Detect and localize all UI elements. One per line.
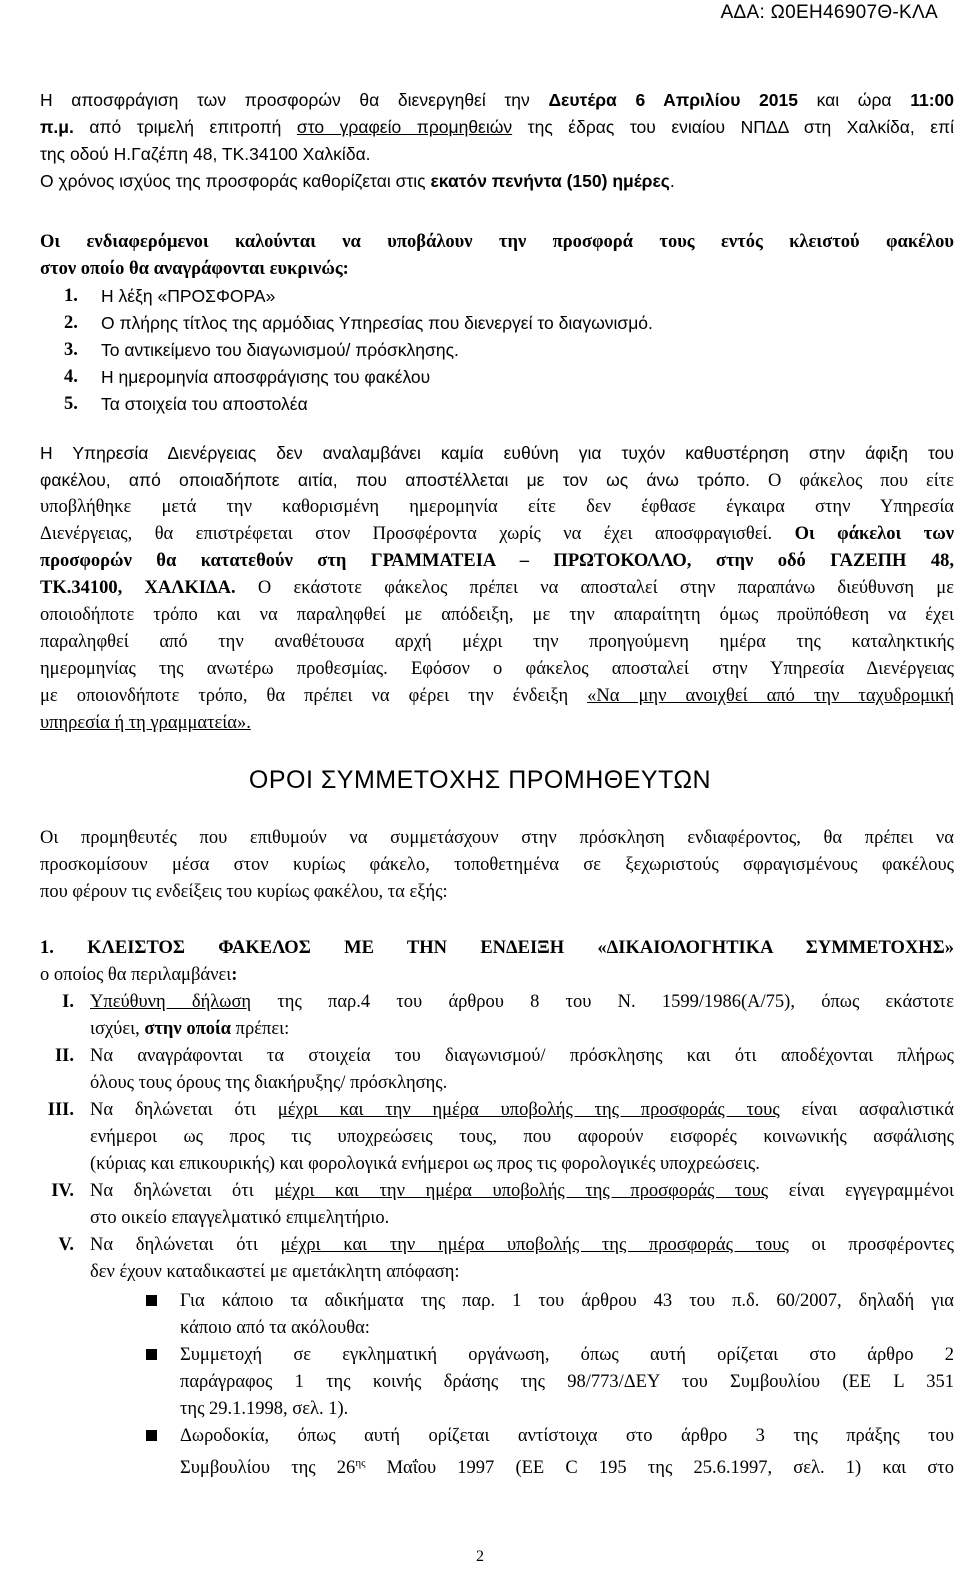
bullet-item-line xyxy=(180,1451,954,1480)
list-number: 2. xyxy=(64,313,78,333)
paragraph-responsibility-line-4 xyxy=(40,522,954,546)
text-span: από τριμελή επιτροπή xyxy=(73,117,297,137)
text-span: πρέπει: xyxy=(231,1019,290,1039)
text-span: Ο φάκελος που είτε xyxy=(749,471,954,491)
paragraph-opening-line-4 xyxy=(40,169,954,193)
list-item: Η λέξη «ΠΡΟΣΦΟΡΑ» xyxy=(101,286,276,306)
underlined-notice: «Να μην ανοιχθεί από την ταχυδρομική xyxy=(587,686,955,706)
paragraph-opening-line-1 xyxy=(40,88,954,112)
list-item: Ο πλήρης τίτλος της αρμόδιας Υπηρεσίας που διενεργεί το διαγωνισμό. xyxy=(101,313,653,333)
square-bullet-icon xyxy=(146,1430,157,1441)
envelope-instructions-line-2: στον οποίο θα αναγράφονται ευκρινώς: xyxy=(40,259,349,279)
roman-number: IV. xyxy=(51,1181,74,1201)
underlined-location: στο γραφείο προμηθειών xyxy=(296,117,513,137)
text-span: Να δηλώνεται ότι xyxy=(90,1181,275,1201)
bold-colon: : xyxy=(231,965,238,985)
text-span: . xyxy=(669,171,675,191)
section-heading: ΟΡΟΙ ΣΥΜΜΕΤΟΧΗΣ ΠΡΟΜΗΘΕΥΤΩΝ xyxy=(248,766,712,794)
paragraph-responsibility-line-9 xyxy=(40,657,954,681)
paragraph-responsibility-line-2 xyxy=(40,468,954,493)
bullet-item-line: της 29.1.1998, σελ. 1). xyxy=(180,1399,349,1419)
text-span: και ώρα xyxy=(797,90,911,110)
bold-address: ΤΚ.34100, ΧΑΛΚΙΔΑ. xyxy=(40,578,236,598)
roman-number: II. xyxy=(54,1046,74,1066)
roman-item-line xyxy=(90,1179,954,1203)
text-span: Η αποσφράγιση των προσφορών θα διενεργηθεί την xyxy=(40,90,549,110)
text-span: της έδρας του ενιαίου ΝΠΔΔ στη Χαλκίδα, επί xyxy=(512,117,954,137)
roman-item-line: δεν έχουν καταδικαστεί με αμετάκλητη απόφαση: xyxy=(90,1262,460,1282)
text-span: Εφόσον ο φάκελος αποσταλεί στην Υπηρεσία Διενέργειας xyxy=(387,659,954,679)
superscript-ordinal: ης xyxy=(355,1457,366,1469)
text-span: Συμβουλίου της 26 xyxy=(180,1458,356,1479)
text-span: Ο χρόνος ισχύος της προσφοράς καθορίζεται στις xyxy=(40,171,431,191)
bullet-item-line: παράγραφος 1 της κοινής δράσης της 98/773/ΔΕΥ του Συμβουλίου (ΕΕ L 351 xyxy=(180,1372,954,1392)
text-span: Μαΐου 1997 (ΕΕ C 195 της 25.6.1997, σελ. 1) και στο xyxy=(365,1458,954,1479)
paragraph-responsibility-line-1: Η Υπηρεσία Διενέργειας δεν αναλαμβάνει καμία ευθύνη για τυχόν καθυστέρηση στην άφιξη του xyxy=(40,443,954,463)
list-number: 5. xyxy=(64,394,78,414)
text-span: Να δηλώνεται ότι xyxy=(90,1235,281,1255)
list-number: 3. xyxy=(64,340,78,360)
bullet-item-line: κάποιο από τα ακόλουθα: xyxy=(180,1318,370,1338)
document-reference-header: ΑΔΑ: Ω0ΕΗ46907Θ-ΚΛΑ xyxy=(720,2,938,23)
underlined-text: Υπεύθυνη δήλωση xyxy=(90,992,252,1012)
paragraph-responsibility-line-3: υποβλήθηκε μετά την καθορισμένη ημερομηνία είτε δεν έφθασε έγκαιρα στην Υπηρεσία xyxy=(40,497,954,517)
text-span: οι προσφέροντες xyxy=(788,1235,954,1255)
list-item: Τα στοιχεία του αποστολέα xyxy=(101,394,308,414)
roman-number: V. xyxy=(58,1235,74,1255)
text-span: Διενέργειας, θα επιστρέφεται στον Προσφέροντα χωρίς να έχει αποσφραγισθεί. xyxy=(40,524,773,544)
paragraph-responsibility-line-8: παραληφθεί από την αναθέτουσα αρχή μέχρι την προηγούμενη ημέρα της καταληκτικής xyxy=(40,632,954,652)
text-span: φακέλου, από οποιαδήποτε αιτία, που αποστέλλεται με τον ως άνω τρόπο. xyxy=(40,470,750,490)
section-1-subtitle xyxy=(40,963,954,987)
bold-date: Δευτέρα 6 Απριλίου 2015 xyxy=(548,90,798,110)
text-span: είναι εγγεγραμμένοι xyxy=(768,1181,954,1201)
roman-item-line xyxy=(90,1098,954,1122)
paragraph-responsibility-line-5: προσφορών θα κατατεθούν στη ΓΡΑΜΜΑΤΕΙΑ – ΠΡΩΤΟΚΟΛΛΟ, στην οδό ΓΑΖΕΠΗ 48, xyxy=(40,551,954,571)
text-span: είναι ασφαλιστικά xyxy=(779,1100,954,1120)
roman-item-line: (κύριας και επικουρικής) και φορολογικά ενήμεροι ως προς τις φορολογικές υποχρεώσεις. xyxy=(90,1154,760,1174)
roman-item-line: στο οικείο επαγγελματικό επιμελητήριο. xyxy=(90,1208,390,1228)
text-span: Να δηλώνεται ότι xyxy=(90,1100,278,1120)
bullet-item-line: Για κάποιο τα αδικήματα της παρ. 1 του άρθρου 43 του π.δ. 60/2007, δηλαδή για xyxy=(180,1291,954,1311)
bullet-item-line: Συμμετοχή σε εγκληματική οργάνωση, όπως αυτή ορίζεται στο άρθρο 2 xyxy=(180,1345,954,1365)
paragraph-responsibility-line-10 xyxy=(40,684,954,708)
roman-item-line: Να αναγράφονται τα στοιχεία του διαγωνισμού/ πρόσκλησης και ότι αποδέχονται πλήρως xyxy=(90,1046,954,1066)
roman-item-line xyxy=(90,1017,954,1041)
paragraph-responsibility-line-11 xyxy=(40,711,954,735)
text-span: με οποιονδήποτε τρόπο, θα πρέπει να φέρει την ένδειξη xyxy=(40,686,588,706)
participation-paragraph-line-2: προσκομίσουν μέσα στον κυρίως φάκελο, τοποθετημένα σε ξεχωριστούς σφραγισμένους φακέλους xyxy=(40,855,954,875)
section-1-title: 1. ΚΛΕΙΣΤΟΣ ΦΑΚΕΛΟΣ ΜΕ ΤΗΝ ΕΝΔΕΙΞΗ «ΔΙΚΑΙΟΛΟΓΗΤΙΚΑ ΣΥΜΜΕΤΟΧΗΣ» xyxy=(40,938,954,958)
list-number: 4. xyxy=(64,367,78,387)
roman-item-line: όλους τους όρους της διακήρυξης/ πρόσκλησης. xyxy=(90,1073,448,1093)
list-number: 1. xyxy=(64,286,78,306)
list-item: Το αντικείμενο του διαγωνισμού/ πρόσκλησης. xyxy=(101,340,459,360)
paragraph-responsibility-line-6 xyxy=(40,576,954,600)
underlined-notice: υπηρεσία ή τη γραμματεία». xyxy=(40,713,251,733)
square-bullet-icon xyxy=(146,1295,157,1306)
paragraph-opening-line-3: της οδού Η.Γαζέπη 48, ΤΚ.34100 Χαλκίδα. xyxy=(40,144,371,164)
bullet-item-line: Δωροδοκία, όπως αυτή ορίζεται αντίστοιχα στο άρθρο 3 της πράξης του xyxy=(180,1426,954,1446)
roman-item-line xyxy=(90,990,954,1014)
underlined-text: μέχρι και την ημέρα υποβολής της προσφοράς τους xyxy=(274,1181,769,1201)
paragraph-responsibility-line-7: οποιοδήποτε τρόπο και να παραληφθεί με απόδειξη, με την απαραίτητη όμως προϋπόθεση να έχει xyxy=(40,605,954,625)
page-number: 2 xyxy=(476,1548,484,1565)
paragraph-opening-line-2 xyxy=(40,115,954,139)
roman-number: III. xyxy=(47,1100,74,1120)
roman-number: I. xyxy=(62,992,74,1012)
text-span: ημερομηνίας της ανωτέρω προθεσμίας. xyxy=(40,659,388,679)
square-bullet-icon xyxy=(146,1349,157,1360)
list-item: Η ημερομηνία αποσφράγισης του φακέλου xyxy=(101,367,431,387)
text-span: της παρ.4 του άρθρου 8 του Ν. 1599/1986(Α/75), όπως εκάστοτε xyxy=(251,992,954,1012)
bold-text: Οι φάκελοι των xyxy=(772,524,954,544)
text-span: ο οποίος θα περιλαμβάνει xyxy=(40,965,232,985)
roman-item-line xyxy=(90,1233,954,1257)
participation-paragraph-line-3: που φέρουν τις ενδείξεις του κυρίως φακέλου, τα εξής: xyxy=(40,882,448,902)
underlined-text: μέχρι και την ημέρα υποβολής της προσφοράς τους xyxy=(277,1100,780,1120)
envelope-instructions-line-1: Οι ενδιαφερόμενοι καλούνται να υποβάλουν την προσφορά τους εντός κλειστού φακέλου xyxy=(40,232,954,252)
roman-item-line: ενήμεροι ως προς τις υποχρεώσεις τους, που αφορούν εισφορές κοινωνικής ασφάλισης xyxy=(90,1127,954,1147)
bold-validity: εκατόν πενήντα (150) ημέρες xyxy=(430,171,670,191)
underlined-text: μέχρι και την ημέρα υποβολής της προσφοράς τους xyxy=(280,1235,789,1255)
text-span: ισχύει, xyxy=(90,1019,145,1039)
bold-pm: π.μ. xyxy=(40,117,74,137)
bold-text: στην οποία xyxy=(144,1019,232,1039)
bold-time: 11:00 xyxy=(910,90,954,110)
text-span: Ο εκάστοτε φάκελος πρέπει να αποσταλεί στην παραπάνω διεύθυνση με xyxy=(235,578,954,598)
participation-paragraph-line-1: Οι προμηθευτές που επιθυμούν να συμμετάσχουν στην πρόσκληση ενδιαφέροντος, θα πρέπει να xyxy=(40,828,954,848)
